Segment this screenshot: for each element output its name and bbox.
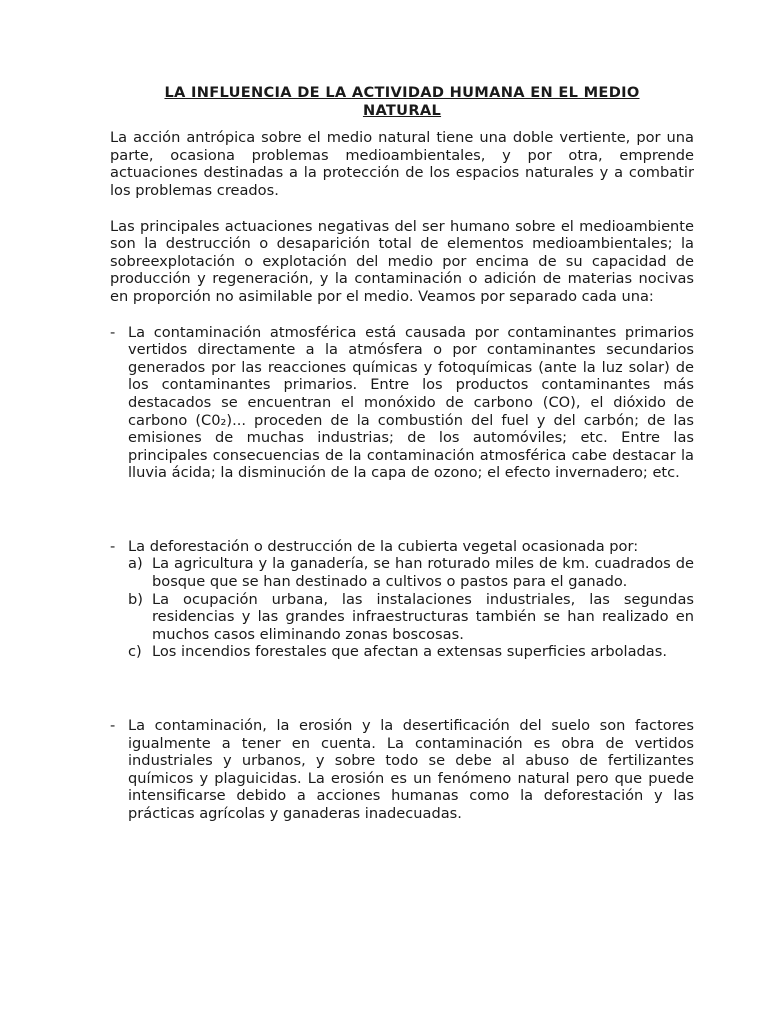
sub-item [128,643,694,661]
paragraph-intro: La acción antrópica sobre el medio natural tiene una doble vertiente, por una parte, ocasiona problemas medioambientales, y por otra, emprende actuaciones destinadas a la protección de los espacios naturales y a combatir los problemas creados. [110,129,694,199]
bullet-dash: - [110,717,116,735]
sub-item-text: Los incendios forestales que afectan a extensas superficies arboladas. [152,643,667,661]
bullet-item-atmosphere [110,324,694,482]
bullet-text-deforestation: La deforestación o destrucción de la cubierta vegetal ocasionada por: [128,537,639,555]
paragraph-actions: Las principales actuaciones negativas del ser humano sobre el medioambiente son la destrucción o desaparición total de elementos medioambientales; la sobreexplotación o explotación del medio por encima de su capacidad de producción y regeneración, y la contaminación o adición de materias nocivas en proporción no asimilable por el medio. Veamos por separado cada una: [110,217,694,305]
bullet-list [110,324,694,823]
bullet-dash: - [110,537,116,555]
bullet-text-atmosphere: La contaminación atmosférica está causada por contaminantes primarios vertidos directamente a la atmósfera o por contaminantes secundarios generados por las reacciones químicas y fotoquímicas (ante la luz solar) de los contaminantes primarios. Entre los productos contaminantes más destacados se encuentran el monóxido de carbono (CO), el dióxido de carbono (C0₂)... proceden de la combustión del fuel y del carbón; de las emisiones de muchas industrias; de los automóviles; etc. Entre las principales consecuencias de la contaminación atmosférica cabe destacar la lluvia ácida; la disminución de la capa de ozono; el efecto invernadero; etc. [128,323,694,482]
title-line-1: LA INFLUENCIA DE LA ACTIVIDAD HUMANA EN EL MEDIO [164,84,640,101]
sub-item-letter: b) [128,590,143,608]
sub-list [128,555,694,661]
bullet-dash: - [110,323,116,341]
spacer [110,482,694,538]
sub-item-letter: a) [128,555,143,573]
sub-item [128,591,694,644]
sub-item-text: La agricultura y la ganadería, se han roturado miles de km. cuadrados de bosque que se han destinado a cultivos o pastos para el ganado. [152,555,694,591]
sub-item-letter: c) [128,643,142,661]
bullet-text-soil: La contaminación, la erosión y la desertificación del suelo son factores igualmente a tener en cuenta. La contaminación es obra de vertidos industriales y urbanos, y sobre todo se debe al abuso de fertilizantes químicos y plaguicidas. La erosión es un fenómeno natural pero que puede intensificarse debido a acciones humanas como la deforestación y las prácticas agrícolas y ganaderas inadecuadas. [128,717,694,822]
sub-item [128,555,694,590]
sub-item-text: La ocupación urbana, las instalaciones industriales, las segundas residencias y las grandes infraestructuras también se han realizado en muchos casos eliminando zonas boscosas. [152,590,694,643]
bullet-item-deforestation [110,538,694,661]
document-page [110,84,694,823]
spacer [110,661,694,717]
document-title [110,84,694,119]
title-line-2: NATURAL [362,101,442,119]
bullet-item-soil [110,717,694,823]
